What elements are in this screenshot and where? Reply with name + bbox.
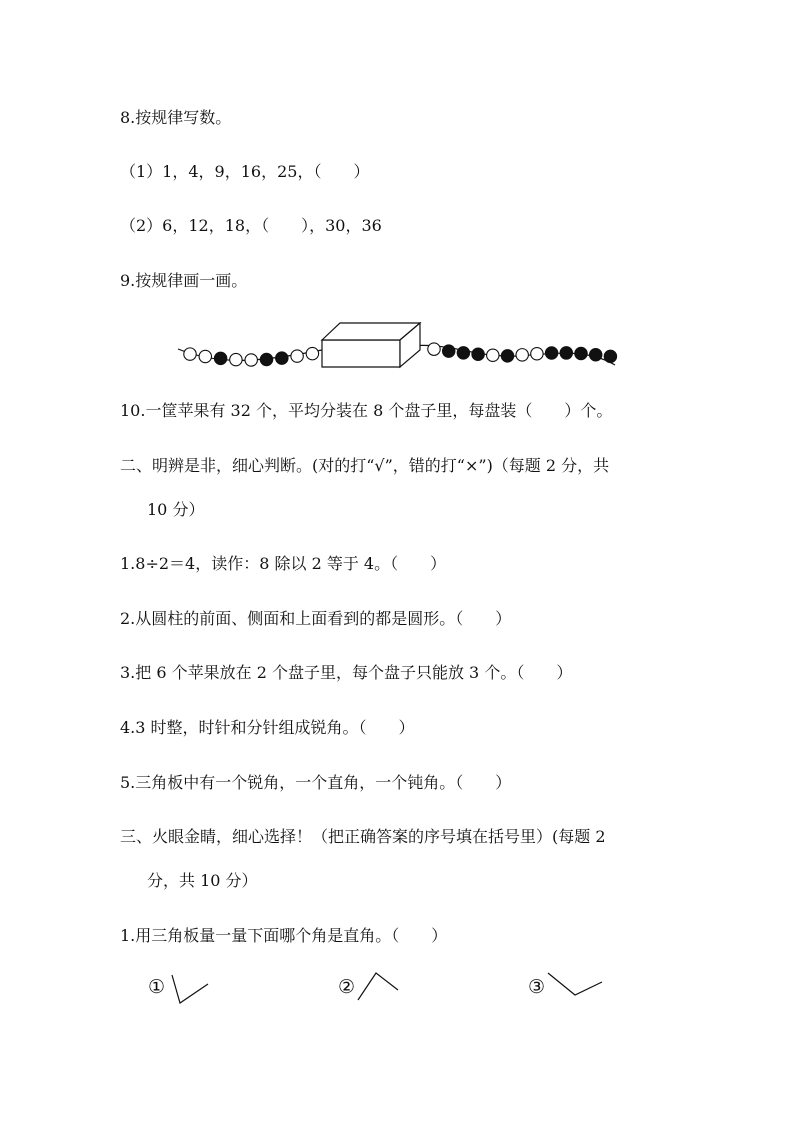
section2-item-5: 5.三角板中有一个锐角，一个直角，一个钝角。（ ）	[120, 773, 512, 792]
section2-item-4: 4.3 时整，时针和分针组成锐角。（ ）	[120, 718, 415, 737]
section3-heading: 三、火眼金睛，细心选择！（把正确答案的序号填在括号里）(每题 2	[120, 827, 606, 846]
option-3-label: ③	[528, 976, 546, 998]
angle-2-icon	[358, 973, 398, 1000]
option-1-label: ①	[148, 976, 166, 998]
angle-1-icon	[172, 975, 208, 1003]
section2-heading-cont: 10 分）	[147, 500, 205, 519]
q8-item-2: （2）6，12，18，（ ），30，36	[120, 216, 382, 235]
section2-item-3: 3.把 6 个苹果放在 2 个盘子里，每个盘子只能放 3 个。（ ）	[120, 663, 573, 682]
option-2-label: ②	[338, 976, 356, 998]
q9-title: 9.按规律画一画。	[120, 271, 248, 290]
angle-3-icon	[548, 973, 602, 995]
section2-item-1: 1.8÷2＝4，读作：8 除以 2 等于 4。（ ）	[120, 554, 447, 573]
section2-heading: 二、明辨是非，细心判断。(对的打“√”，错的打“×”)（每题 2 分，共	[120, 456, 610, 475]
q8-title: 8.按规律写数。	[120, 108, 232, 127]
section2-item-2: 2.从圆柱的前面、侧面和上面看到的都是圆形。（ ）	[120, 609, 512, 628]
q8-item-1: （1）1，4，9，16，25，（ ）	[120, 162, 370, 181]
section3-q1: 1.用三角板量一量下面哪个角是直角。（ ）	[120, 926, 448, 945]
q10: 10.一筐苹果有 32 个，平均分装在 8 个盘子里，每盘装（ ）个。	[120, 401, 613, 420]
section3-heading-cont: 分，共 10 分）	[147, 871, 258, 890]
